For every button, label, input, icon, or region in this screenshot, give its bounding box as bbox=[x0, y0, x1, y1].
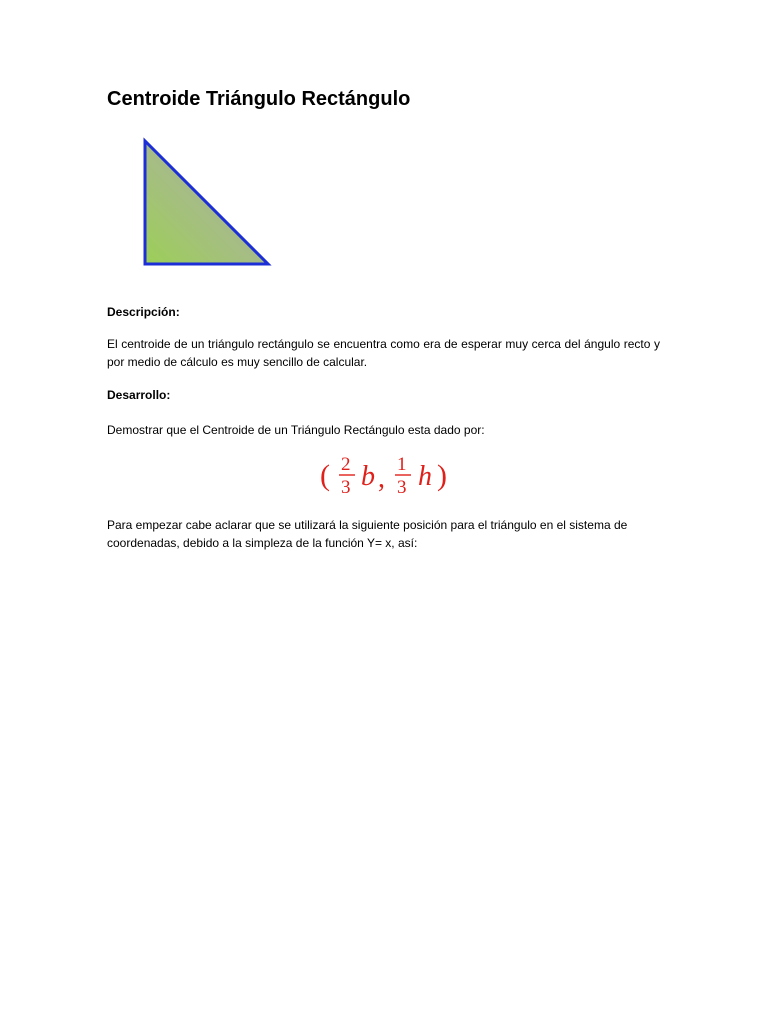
formula-var-h: h bbox=[418, 461, 432, 492]
desarrollo-heading: Desarrollo: bbox=[107, 388, 171, 402]
desarrollo-intro: Demostrar que el Centroide de un Triángulo Rectángulo esta dado por: bbox=[107, 423, 485, 437]
desarrollo-followup: Para empezar cabe aclarar que se utilizará la siguiente posición para el triángulo en el sistema de coordenadas, debido a la simpleza de la función Y= x, así: bbox=[107, 518, 628, 550]
document-title: Centroide Triángulo Rectángulo bbox=[107, 88, 411, 110]
descripcion-paragraph: El centroide de un triángulo rectángulo se encuentra como era de esperar muy cerca del ángulo recto y por medio de cálculo es muy sencillo de calcular. bbox=[107, 337, 660, 369]
centroid-formula bbox=[318, 450, 458, 500]
formula-frac1-numerator: 2 bbox=[341, 454, 351, 475]
formula-frac2-denominator: 3 bbox=[397, 477, 407, 498]
formula-open-paren: ( bbox=[320, 459, 330, 492]
formula-close-paren: ) bbox=[437, 459, 447, 492]
right-triangle-figure bbox=[140, 136, 274, 270]
right-triangle-shape bbox=[145, 141, 268, 264]
formula-frac2-numerator: 1 bbox=[397, 454, 407, 475]
descripcion-heading: Descripción: bbox=[107, 305, 180, 319]
formula-var-b: b bbox=[361, 461, 375, 492]
formula-frac1-denominator: 3 bbox=[341, 477, 351, 498]
formula-comma: , bbox=[378, 463, 385, 494]
